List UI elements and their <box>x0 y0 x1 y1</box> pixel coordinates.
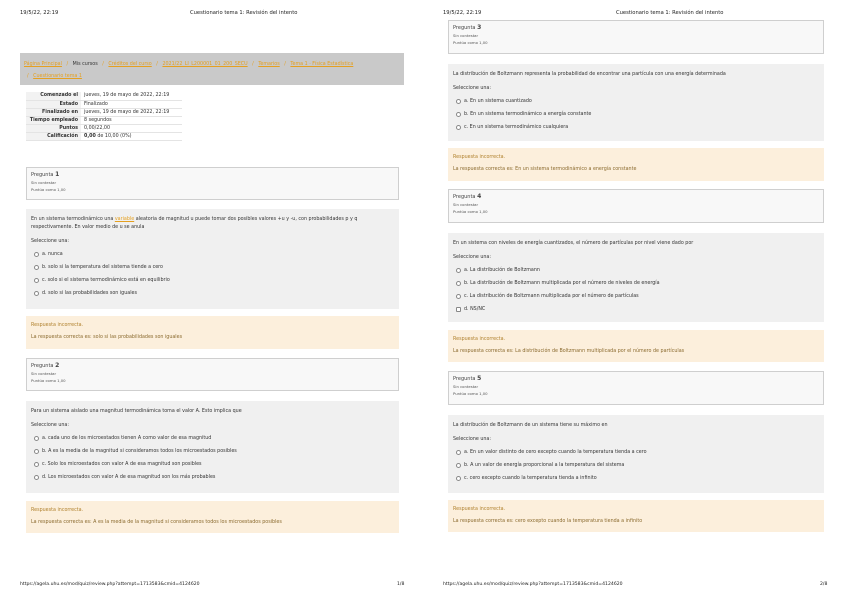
answer-option[interactable] <box>31 274 394 287</box>
answer-option[interactable] <box>453 472 819 485</box>
answer-option[interactable] <box>453 108 819 121</box>
question-3-info <box>448 20 824 54</box>
answer-option-label: b. En un sistema termodinámico a energía constante <box>464 111 592 117</box>
print-header-date: 19/5/22, 22:19 <box>443 10 482 16</box>
answer-option[interactable] <box>31 458 394 471</box>
print-footer-url: https://agela.uhu.es/mod/quiz/review.php?attempt=1713583&cmid=4124620 <box>20 582 200 587</box>
answer-option[interactable] <box>31 287 394 300</box>
question-score: Puntúa como 1,00 <box>31 378 66 383</box>
radio-button[interactable] <box>34 265 39 270</box>
radio-button[interactable] <box>456 112 461 117</box>
answer-option[interactable] <box>453 277 819 290</box>
answer-option-label: a. En un sistema cuantizado <box>464 98 532 104</box>
question-5-text <box>448 415 824 493</box>
summary-label: Puntos <box>26 124 81 132</box>
answer-option[interactable] <box>31 432 394 445</box>
breadcrumb-course-code-link[interactable]: 2021/22_LI_L200001_01_200_SECU <box>162 62 248 67</box>
print-header-date: 19/5/22, 22:19 <box>20 10 59 16</box>
summary-value: jueves, 19 de mayo de 2022, 22:19 <box>81 108 182 116</box>
breadcrumb-home-link[interactable]: Página Principal <box>24 62 62 67</box>
question-4-info <box>448 189 824 223</box>
question-4-text <box>448 233 824 322</box>
question-label: Pregunta <box>453 194 476 200</box>
radio-button[interactable] <box>456 268 461 273</box>
question-score: Puntúa como 1,00 <box>453 391 488 396</box>
print-header-title: Cuestionario tema 1: Revisión del intento <box>190 10 298 16</box>
feedback-text: La respuesta correcta es: A es la media de la magnitud si consideramos todos los microestados posibles <box>31 520 282 525</box>
question-number: 1 <box>55 171 60 178</box>
feedback-title: Respuesta incorrecta. <box>453 337 506 342</box>
summary-value: 0,00/22,00 <box>81 124 182 132</box>
radio-button[interactable] <box>34 291 39 296</box>
radio-button[interactable] <box>456 125 461 130</box>
answer-option[interactable] <box>31 445 394 458</box>
feedback-text: La respuesta correcta es: La distribución de Boltzmann multiplicada por el número de partículas <box>453 349 685 354</box>
question-number: 3 <box>477 24 482 31</box>
question-2-feedback <box>26 501 399 533</box>
answer-option-label: c. La distribución de Boltzmann multiplicada por el número de partículas <box>464 293 639 299</box>
question-score: Puntúa como 1,00 <box>453 40 488 45</box>
summary-value: Finalizado <box>81 100 182 108</box>
question-status: Sin contestar <box>453 384 479 389</box>
breadcrumb-course-credits-link[interactable]: Créditos del curso <box>108 62 152 67</box>
print-footer-url: https://agela.uhu.es/mod/quiz/review.php?attempt=1713583&cmid=4124620 <box>443 582 623 587</box>
radio-button[interactable] <box>456 281 461 286</box>
radio-button[interactable] <box>456 294 461 299</box>
radio-button[interactable] <box>34 475 39 480</box>
feedback-title: Respuesta incorrecta. <box>31 323 84 328</box>
question-prompt: Seleccione una: <box>453 437 491 442</box>
answer-option[interactable] <box>453 290 819 303</box>
radio-button[interactable] <box>456 476 461 481</box>
summary-label: Finalizado en <box>26 108 81 116</box>
answer-option-label: b. A un valor de energía proporcional a la temperatura del sistema <box>464 462 625 468</box>
radio-button[interactable] <box>34 278 39 283</box>
question-stem: La distribución de Boltzmann representa la probabilidad de encontrar una partícula con una energía determinada <box>453 72 726 77</box>
glossary-link-variable[interactable]: variable <box>114 217 135 222</box>
feedback-title: Respuesta incorrecta. <box>453 155 506 160</box>
summary-label: Comenzado el <box>26 92 81 100</box>
answer-option-label: a. La distribución de Boltzmann <box>464 267 540 273</box>
question-stem: En un sistema termodinámico una variable aleatoria de magnitud u puede tomar dos posibles valores +u y -u, con probabilidades p y q respectivamente. En valor medio de u se anula <box>31 217 358 230</box>
answer-option[interactable] <box>31 261 394 274</box>
answer-option[interactable] <box>31 471 394 484</box>
radio-button[interactable] <box>456 450 461 455</box>
question-number: 5 <box>477 375 482 382</box>
answer-option-label: c. solo si el sistema termodinámico está en equilibrio <box>42 277 170 283</box>
summary-value: 8 segundos <box>81 116 182 124</box>
answer-option-label: a. En un valor distinto de cero excepto cuando la temperatura tienda a cero <box>464 449 647 455</box>
question-status: Sin contestar <box>31 371 57 376</box>
answer-option[interactable] <box>453 121 819 134</box>
radio-button[interactable] <box>34 449 39 454</box>
question-label: Pregunta <box>31 363 54 369</box>
breadcrumb: Página Principal / Mis cursos / Créditos del curso / 2021/22_LI_L200001_01_200_SECU / Temarios / Tema 1 · Física Estadística / Cuestionario tema 1 <box>20 53 404 85</box>
summary-row <box>26 124 182 132</box>
print-footer-page: 2/8 <box>820 582 828 587</box>
radio-button[interactable] <box>34 462 39 467</box>
summary-value: jueves, 19 de mayo de 2022, 22:19 <box>81 92 182 100</box>
question-number: 2 <box>55 362 60 369</box>
radio-button[interactable] <box>456 307 461 312</box>
question-stem: En un sistema con niveles de energía cuantizados, el número de partículas por nivel viene dado por <box>453 241 694 246</box>
question-3-text <box>448 64 824 141</box>
answer-option[interactable] <box>453 264 819 277</box>
answer-option-label: c. cero excepto cuando la temperatura tienda a infinito <box>464 475 597 481</box>
answer-option-label: b. A es la media de la magnitud si consideramos todos los microestados posibles <box>42 448 237 454</box>
question-label: Pregunta <box>453 376 476 382</box>
grade-suffix: de 10,00 (0%) <box>95 133 132 139</box>
question-1-feedback <box>26 316 399 349</box>
feedback-text: La respuesta correcta es: cero excepto cuando la temperatura tienda a infinito <box>453 519 643 524</box>
answer-option[interactable] <box>453 95 819 108</box>
answer-option-label: c. En un sistema termodinámico cualquiera <box>464 124 569 130</box>
question-status: Sin contestar <box>453 202 479 207</box>
grade-value: 0,00 <box>84 133 96 139</box>
radio-button[interactable] <box>456 463 461 468</box>
answer-option-label: b. La distribución de Boltzmann multiplicada por el número de niveles de energía <box>464 280 660 286</box>
print-page-2 <box>424 0 848 600</box>
answer-option[interactable] <box>31 248 394 261</box>
question-score: Puntúa como 1,00 <box>31 187 66 192</box>
radio-button[interactable] <box>34 252 39 257</box>
summary-label: Tiempo empleado <box>26 116 81 124</box>
breadcrumb-topics-link[interactable]: Temarios <box>258 62 280 67</box>
feedback-title: Respuesta incorrecta. <box>31 508 84 513</box>
summary-label: Estado <box>26 100 81 108</box>
question-number: 4 <box>477 193 482 200</box>
question-prompt: Seleccione una: <box>453 86 491 91</box>
feedback-text: La respuesta correcta es: En un sistema termodinámico a energía constante <box>453 167 637 172</box>
answer-option-label: a. nunca <box>42 251 63 257</box>
question-prompt: Seleccione una: <box>453 255 491 260</box>
answer-option[interactable] <box>453 459 819 472</box>
question-5-info <box>448 371 824 405</box>
question-label: Pregunta <box>453 25 476 31</box>
feedback-title: Respuesta incorrecta. <box>453 507 506 512</box>
answer-option-label: a. cada uno de los microestados tienen A como valor de esa magnitud <box>42 435 212 441</box>
breadcrumb-my-courses: Mis cursos <box>72 62 98 67</box>
question-status: Sin contestar <box>31 180 57 185</box>
question-prompt: Seleccione una: <box>31 423 69 428</box>
breadcrumb-quiz-link[interactable]: Cuestionario tema 1 <box>33 74 82 79</box>
question-score: Puntúa como 1,00 <box>453 209 488 214</box>
print-footer-page: 1/8 <box>397 582 405 587</box>
question-2-info <box>26 358 399 391</box>
question-3-feedback <box>448 148 824 181</box>
breadcrumb-topic-link[interactable]: Tema 1 · Física Estadística <box>290 62 354 67</box>
radio-button[interactable] <box>34 436 39 441</box>
answer-option-label: c. Solo los microestados con valor A de esa magnitud son posibles <box>42 461 202 467</box>
answer-option[interactable] <box>453 303 819 316</box>
summary-value <box>81 132 182 140</box>
question-1-text <box>26 209 399 309</box>
question-label: Pregunta <box>31 172 54 178</box>
attempt-summary-table <box>26 92 182 141</box>
summary-row <box>26 132 182 140</box>
radio-button[interactable] <box>456 99 461 104</box>
answer-option-label: d. solo si las probabilidades son iguales <box>42 290 137 296</box>
question-1-info <box>26 167 399 200</box>
question-4-feedback <box>448 330 824 362</box>
summary-row <box>26 116 182 124</box>
summary-row <box>26 100 182 108</box>
print-header-title: Cuestionario tema 1: Revisión del intento <box>616 10 724 16</box>
summary-row <box>26 92 182 100</box>
question-prompt: Seleccione una: <box>31 239 69 244</box>
question-stem: Para un sistema aislado una magnitud termodinámica toma el valor A. Esto implica que <box>31 409 242 414</box>
answer-option-label: d. Los microestados con valor A de esa magnitud son los más probables <box>42 474 216 480</box>
summary-label: Calificación <box>26 132 81 140</box>
question-5-feedback <box>448 500 824 532</box>
question-status: Sin contestar <box>453 33 479 38</box>
answer-option-label: d. NS/NC <box>464 306 486 312</box>
feedback-text: La respuesta correcta es: solo si las probabilidades son iguales <box>31 335 183 340</box>
question-2-text <box>26 401 399 493</box>
answer-option-label: b. solo si la temperatura del sistema tiende a cero <box>42 264 163 270</box>
answer-option[interactable] <box>453 446 819 459</box>
question-stem: La distribución de Boltzmann de un sistema tiene su máximo en <box>453 423 608 428</box>
summary-row <box>26 108 182 116</box>
